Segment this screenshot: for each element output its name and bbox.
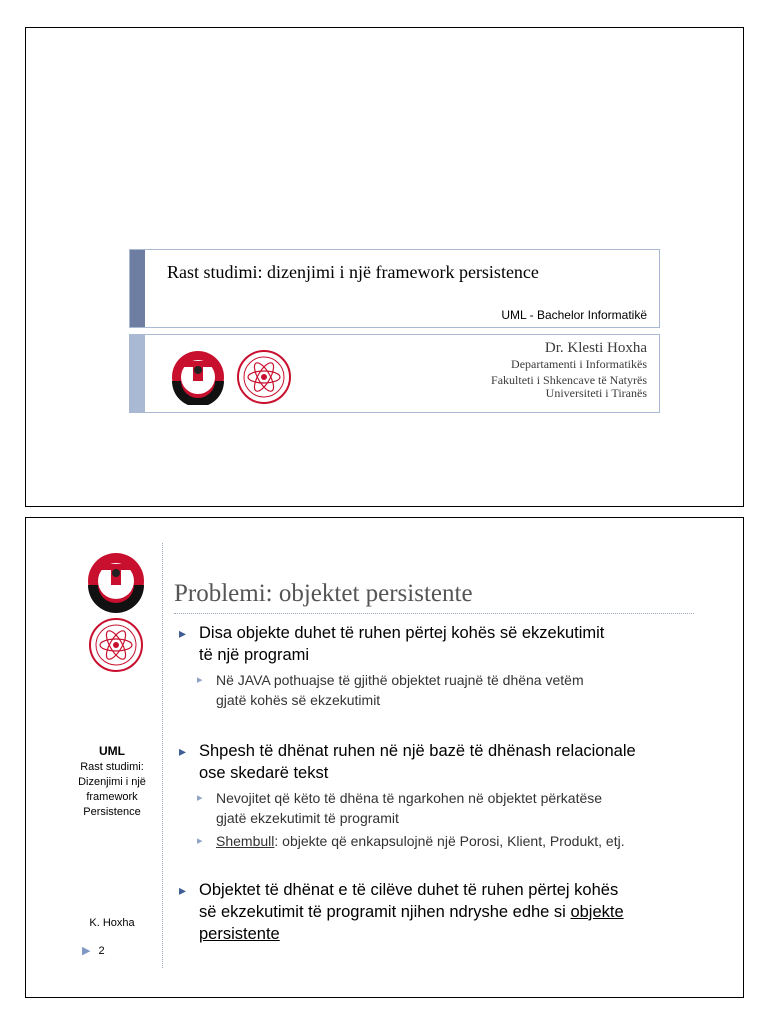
title-box — [129, 249, 660, 328]
bullet-item — [179, 879, 719, 945]
sidebar-course: UML — [99, 744, 125, 758]
bullet-list — [179, 622, 719, 945]
faculty-logo — [238, 351, 290, 403]
bullet-item — [179, 622, 719, 666]
sidebar-divider — [162, 543, 163, 968]
faculty: Fakulteti i Shkencave të Natyrës — [491, 373, 647, 387]
university: Universiteti i Tiranës — [545, 386, 647, 400]
bullet-line: ▸ Disa objekte duhet të ruhen përtej kohës së ekzekutimit — [199, 624, 605, 642]
sub-bullet-item — [179, 670, 719, 710]
page-arrow-icon: ▶ — [82, 945, 91, 957]
sidebar-logo-images — [81, 553, 151, 673]
department: Departamenti i Informatikës — [511, 357, 647, 371]
title-divider — [174, 613, 694, 614]
author-box — [129, 334, 660, 413]
bullet-line: ▸ Objektet të dhënat e të cilëve duhet të ruhen përtej kohës — [199, 881, 619, 899]
bullet-line — [199, 901, 719, 923]
logos — [168, 349, 296, 410]
author-accent-bar — [130, 335, 145, 412]
author-info — [491, 339, 647, 400]
sidebar-logos — [81, 553, 151, 678]
faculty-logo — [90, 619, 142, 671]
author-name: Dr. Klesti Hoxha — [544, 340, 647, 356]
bullet-item — [179, 740, 719, 784]
bullet-line: ose skedarë tekst — [199, 764, 329, 782]
slide-title: Rast studimi: dizenjimi i një framework persistence — [167, 262, 539, 282]
sidebar-desc-line: Dizenjimi i një — [78, 776, 146, 788]
bullet-line: të një programi — [199, 646, 310, 664]
underlined-term: persistente — [199, 925, 280, 943]
slide-title: Problemi: objektet persistente — [174, 580, 473, 607]
page-number — [82, 944, 105, 957]
sub-bullet-line: ▸ Në JAVA pothuajse të gjithë objektet ruajnë të dhëna vetëm — [216, 672, 584, 688]
sub-bullet-item — [179, 788, 719, 828]
underlined-term: objekte — [570, 903, 624, 921]
title-accent-bar — [130, 250, 145, 327]
sidebar-desc-line: Persistence — [83, 806, 141, 818]
sub-bullet-line: ▸ Nevojitet që këto të dhëna të ngarkohen në objektet përkatëse — [216, 790, 603, 806]
sidebar-desc-line: framework — [86, 791, 138, 803]
bullet-line: ▸ Shpesh të dhënat ruhen në një bazë të dhënash relacionale — [199, 742, 636, 760]
university-logo — [172, 351, 224, 405]
university-logos — [168, 349, 296, 405]
slide-subtitle: UML - Bachelor Informatikë — [501, 308, 647, 322]
page-number-text: 2 — [98, 945, 105, 957]
bullet-line-text: së ekzekutimit të programit njihen ndryshe edhe si — [199, 903, 571, 921]
sub-bullet-item — [179, 831, 719, 851]
sidebar-desc-line: Rast studimi: — [80, 761, 144, 773]
title-slide — [25, 27, 744, 507]
content-slide — [25, 517, 744, 998]
sub-bullet-text: : objekte që enkapsulojnë një Porosi, Klient, Produkt, etj. — [274, 833, 625, 849]
sub-bullet-line: gjatë ekzekutimit të programit — [216, 810, 399, 826]
sidebar-author: K. Hoxha — [89, 917, 135, 929]
sidebar-description — [66, 760, 158, 820]
example-label: Shembull — [216, 833, 275, 849]
university-logo — [88, 553, 144, 613]
sub-bullet-line: gjatë kohës së ekzekutimit — [216, 692, 381, 708]
